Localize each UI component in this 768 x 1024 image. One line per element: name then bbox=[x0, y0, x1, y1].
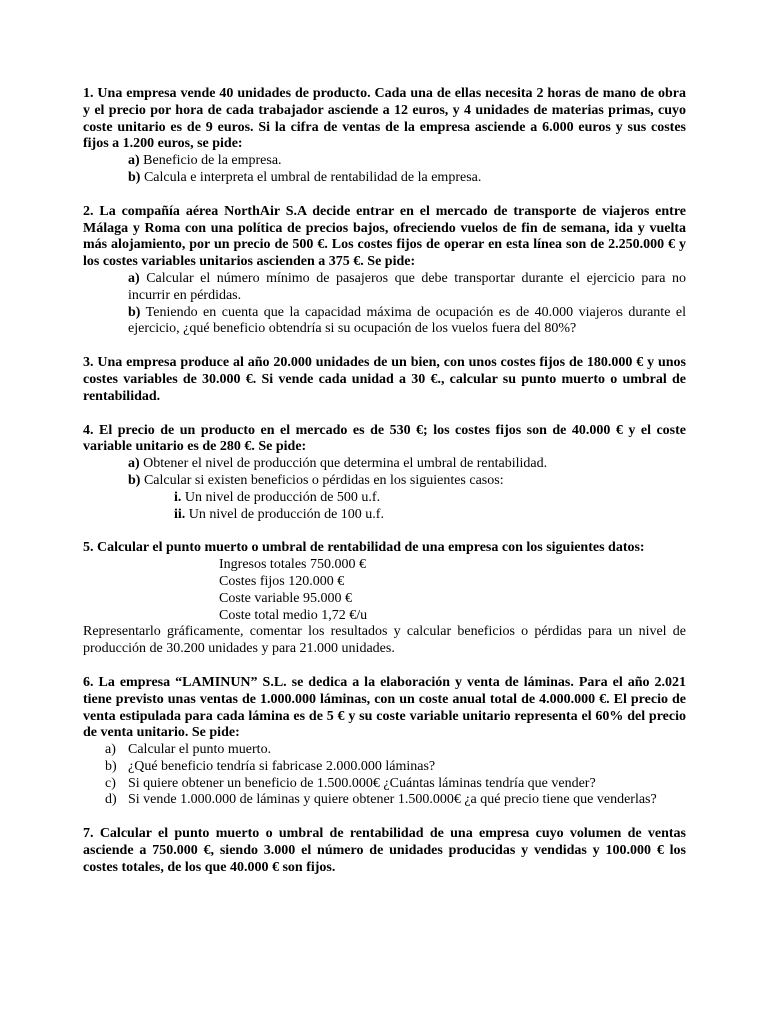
question-1 bbox=[83, 86, 686, 187]
item-label: c) bbox=[105, 775, 116, 791]
question-3-statement: 3. Una empresa produce al año 20.000 unidades de un bien, con unos costes fijos de 180.000 € y unos costes variables de 30.000 €. Si vende cada unidad a 30 €., calcular su punto muerto o umbral de rentabilidad. bbox=[83, 355, 686, 404]
exercise-list bbox=[83, 86, 686, 894]
question-4-part-b bbox=[83, 473, 686, 490]
question-5 bbox=[83, 540, 686, 658]
question-5-data-line: Coste total medio 1,72 €/u bbox=[219, 607, 368, 623]
part-text: Beneficio de la empresa. bbox=[139, 153, 282, 169]
question-6 bbox=[83, 675, 686, 809]
item-text: ¿Qué beneficio tendría si fabricase 2.000.000 láminas? bbox=[128, 758, 436, 774]
question-4-statement: 4. El precio de un producto en el mercado es de 530 €; los costes fijos son de 40.000 € y el coste variable unitario es de 280 €. Se pide: bbox=[83, 422, 686, 455]
question-7-statement: 7. Calcular el punto muerto o umbral de rentabilidad de una empresa cuyo volumen de ventas asciende a 750.000 €, siendo 3.000 el número de unidades producidas y vendidas y 100.000 € los costes totales, de los que 40.000 € son fijos. bbox=[83, 826, 686, 875]
part-text: Calcular el número mínimo de pasajeros que debe transportar durante el ejercicio para no incurrir en pérdidas. bbox=[128, 270, 686, 303]
question-4-part-a bbox=[83, 456, 686, 473]
question-7 bbox=[83, 826, 686, 876]
item-text: Si vende 1.000.000 de láminas y quiere obtener 1.500.000€ ¿a qué precio tiene que venderlas? bbox=[128, 792, 657, 808]
part-text: Calcula e interpreta el umbral de rentabilidad de la empresa. bbox=[140, 169, 482, 185]
case-text: Un nivel de producción de 100 u.f. bbox=[185, 506, 384, 522]
case-text: Un nivel de producción de 500 u.f. bbox=[181, 489, 381, 505]
part-text: Obtener el nivel de producción que determina el umbral de rentabilidad. bbox=[139, 456, 548, 472]
question-6-statement: 6. La empresa “LAMINUN” S.L. se dedica a la elaboración y venta de láminas. Para el año 2.021 tiene previsto unas ventas de 1.000.000 láminas, con un coste anual total de 4.000.000 €. El precio de venta estipulada para cada lámina es de 5 € y su coste variable unitario representa el 60% del precio de venta unitario. Se pide: bbox=[83, 674, 686, 741]
case-label: i. bbox=[174, 489, 182, 505]
question-5-data-line: Costes fijos 120.000 € bbox=[219, 573, 345, 589]
question-2-part-b bbox=[83, 305, 686, 339]
question-5-statement: 5. Calcular el punto muerto o umbral de rentabilidad de una empresa con los siguientes datos: bbox=[83, 540, 645, 556]
question-6-item-b bbox=[83, 759, 686, 776]
item-label: b) bbox=[105, 758, 117, 774]
question-6-item-d bbox=[83, 792, 686, 809]
part-label: a) bbox=[128, 270, 140, 286]
question-4-case-ii bbox=[83, 507, 686, 524]
item-text: Si quiere obtener un beneficio de 1.500.000€ ¿Cuántas láminas tendría que vender? bbox=[128, 775, 596, 791]
part-text: Calcular si existen beneficios o pérdidas en los siguientes casos: bbox=[140, 472, 504, 488]
question-5-data-line: Coste variable 95.000 € bbox=[219, 590, 352, 606]
case-label: ii. bbox=[174, 506, 186, 522]
question-6-item-a bbox=[83, 742, 686, 759]
part-text: Teniendo en cuenta que la capacidad máxima de ocupación es de 40.000 viajeros durante el ejercicio, ¿qué beneficio obtendría si su ocupación de los vuelos fuera del 80%? bbox=[128, 304, 686, 337]
question-5-data-line: Ingresos totales 750.000 € bbox=[219, 557, 366, 573]
item-text: Calcular el punto muerto. bbox=[128, 742, 272, 758]
question-1-part-b bbox=[83, 170, 686, 187]
question-1-statement: 1. Una empresa vende 40 unidades de producto. Cada una de ellas necesita 2 horas de mano de obra y el precio por hora de cada trabajador asciende a 12 euros, y 4 unidades de materias primas, cuyo coste unitario es de 9 euros. Si la cifra de ventas de la empresa asciende a 6.000 euros y sus costes fijos a 1.200 euros, se pide: bbox=[83, 86, 686, 152]
question-2 bbox=[83, 204, 686, 338]
question-6-item-c bbox=[83, 776, 686, 793]
question-2-statement: 2. La compañía aérea NorthAir S.A decide entrar en el mercado de transporte de viajeros entre Málaga y Roma con una política de precios bajos, ofreciendo vuelos de fin de semana, ida y vuelta más alojamiento, por un precio de 500 €. Los costes fijos de operar en esta línea son de 2.250.000 € y los costes variables unitarios ascienden a 375 €. Se pide: bbox=[83, 203, 686, 270]
part-label: b) bbox=[128, 304, 141, 320]
item-label: d) bbox=[105, 792, 117, 808]
item-label: a) bbox=[105, 742, 116, 758]
question-2-part-a bbox=[83, 271, 686, 305]
part-label: b) bbox=[128, 169, 141, 185]
question-5-instructions: Representarlo gráficamente, comentar los resultados y calcular beneficios o pérdidas para un nivel de producción de 30.200 unidades y para 21.000 unidades. bbox=[83, 624, 686, 657]
question-4-case-i bbox=[83, 490, 686, 507]
part-label: a) bbox=[128, 456, 140, 472]
part-label: a) bbox=[128, 153, 140, 169]
part-label: b) bbox=[128, 472, 141, 488]
question-1-part-a bbox=[83, 153, 686, 170]
question-4 bbox=[83, 423, 686, 524]
question-3 bbox=[83, 355, 686, 405]
